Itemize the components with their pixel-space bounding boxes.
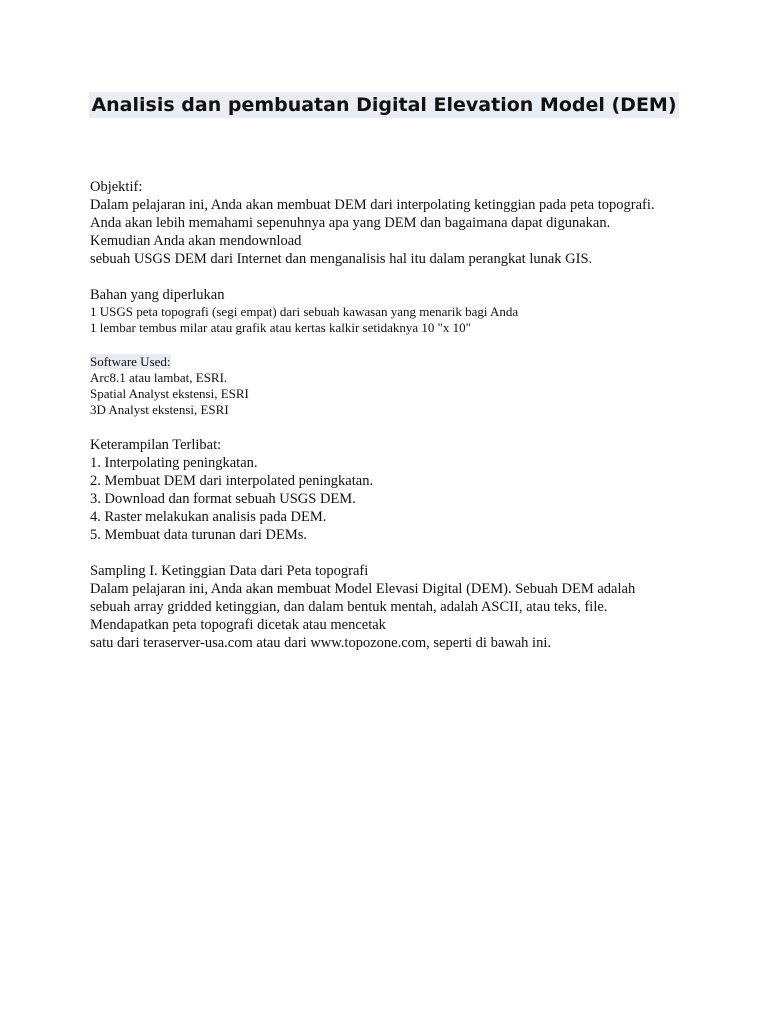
skills-item: 4. Raster melakukan analisis pada DEM. bbox=[90, 509, 327, 525]
objective-line: Anda akan lebih memahami sepenuhnya apa yang DEM dan bagaimana dapat digunakan. bbox=[90, 215, 611, 231]
skills-section bbox=[90, 436, 720, 544]
objective-line: Dalam pelajaran ini, Anda akan membuat DEM dari interpolating ketinggian pada peta topografi. bbox=[90, 197, 655, 213]
software-item: Spatial Analyst ekstensi, ESRI bbox=[90, 386, 249, 401]
sampling-heading: Sampling I. Ketinggian Data dari Peta topografi bbox=[90, 563, 369, 579]
skills-item: 5. Membuat data turunan dari DEMs. bbox=[90, 527, 308, 543]
software-section bbox=[90, 354, 720, 418]
sampling-section bbox=[90, 562, 720, 652]
skills-item: 3. Download dan format sebuah USGS DEM. bbox=[90, 491, 356, 507]
sampling-line: Dalam pelajaran ini, Anda akan membuat Model Elevasi Digital (DEM). Sebuah DEM adalah bbox=[90, 581, 636, 597]
document-body bbox=[90, 178, 720, 652]
skills-heading: Keterampilan Terlibat: bbox=[90, 437, 222, 453]
objective-heading: Objektif: bbox=[90, 179, 143, 195]
software-item: 3D Analyst ekstensi, ESRI bbox=[90, 402, 229, 417]
objective-line: Kemudian Anda akan mendownload bbox=[90, 233, 302, 249]
sampling-line: Mendapatkan peta topografi dicetak atau mencetak bbox=[90, 617, 386, 633]
materials-item: 1 lembar tembus milar atau grafik atau kertas kalkir setidaknya 10 "x 10" bbox=[90, 320, 471, 335]
materials-section bbox=[90, 286, 720, 336]
sampling-line: sebuah array gridded ketinggian, dan dalam bentuk mentah, adalah ASCII, atau teks, file. bbox=[90, 599, 608, 615]
software-heading: Software Used: bbox=[90, 354, 171, 369]
materials-heading: Bahan yang diperlukan bbox=[90, 287, 225, 303]
sampling-line: satu dari teraserver-usa.com atau dari www.topozone.com, seperti di bawah ini. bbox=[90, 635, 551, 651]
materials-item: 1 USGS peta topografi (segi empat) dari sebuah kawasan yang menarik bagi Anda bbox=[90, 304, 519, 319]
document-title: Analisis dan pembuatan Digital Elevation Model (DEM) bbox=[91, 94, 677, 116]
skills-item: 2. Membuat DEM dari interpolated peningkatan. bbox=[90, 473, 374, 489]
objective-line: sebuah USGS DEM dari Internet dan menganalisis hal itu dalam perangkat lunak GIS. bbox=[90, 251, 593, 267]
skills-item: 1. Interpolating peningkatan. bbox=[90, 455, 258, 471]
software-item: Arc8.1 atau lambat, ESRI. bbox=[90, 370, 228, 385]
objective-section bbox=[90, 178, 720, 268]
title-container bbox=[0, 92, 768, 118]
